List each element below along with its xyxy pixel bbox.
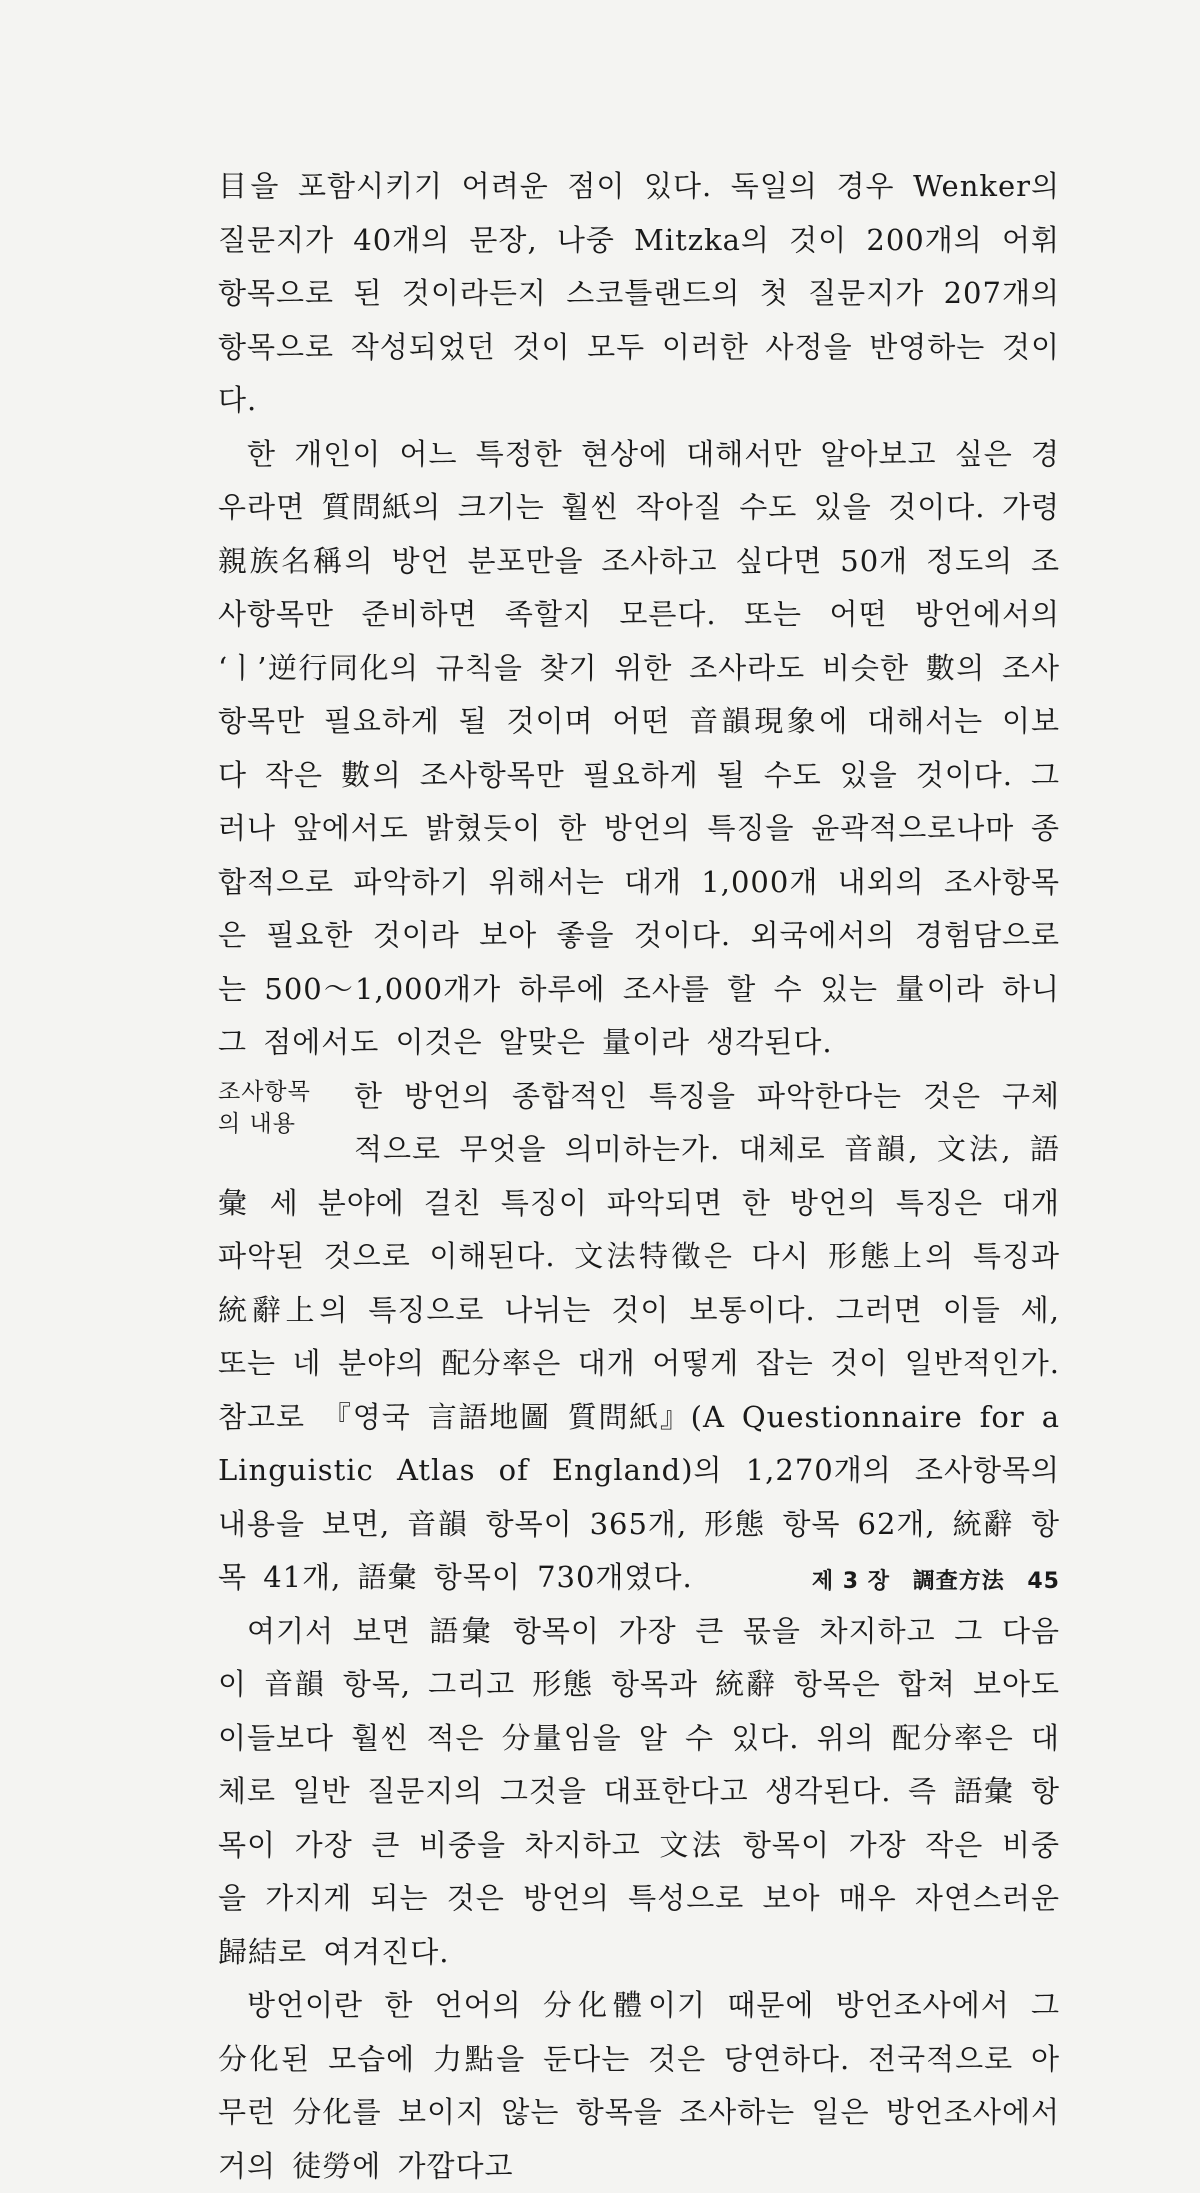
side-heading-line-2: 의 내용	[218, 1110, 296, 1137]
page-number: 45	[1027, 1569, 1060, 1594]
chapter-label: 제 3 장	[811, 1569, 891, 1594]
side-heading	[218, 1076, 336, 1140]
page-footer	[798, 1564, 1060, 1595]
paragraph-4: 여기서 보면 語彙 항목이 가장 큰 몫을 차지하고 그 다음이 音韻 항목, 그리고 形態 항목과 統辭 항목은 합쳐 보아도 이들보다 훨씬 적은 分量임을 알 수 있다. 위의 配分率은 대체로 일반 질문지의 그것을 대표한다고 생각된다. 즉 語彙 항목이 가장 큰 비중을 차지하고 文法 항목이 가장 작은 비중을 가지게 되는 것은 방언의 특성으로 보아 매우 자연스러운 歸結로 여겨진다.	[218, 1613, 1060, 1969]
side-heading-line-1: 조사항목	[218, 1078, 311, 1105]
section-label: 調査方法	[912, 1569, 1005, 1594]
paragraph-5: 방언이란 한 언어의 分化體이기 때문에 방언조사에서 그 分化된 모습에 力點을 둔다는 것은 당연하다. 전국적으로 아무런 分化를 보이지 않는 항목을 조사하는 일은 방언조사에서 거의 徒勞에 가깝다고	[218, 1988, 1060, 2183]
paragraph-3: 한 방언의 종합적인 특징을 파악한다는 것은 구체적으로 무엇을 의미하는가. 대체로 音韻, 文法, 語彙 세 분야에 걸친 특징이 파악되면 한 방언의 특징은 대개 파악된 것으로 이해된다. 文法特徵은 다시 形態上의 특징과 統辭上의 특징으로 나뉘는 것이 보통이다. 그러면 이들 세, 또는 네 분야의 配分率은 대개 어떻게 잡는 것이 일반적인가. 참고로 『영국 言語地圖 質問紙』(A Questionnaire for a Linguistic Atlas of England)의 1,270개의 조사항목의 내용을 보면, 音韻 항목이 365개, 形態 항목 62개, 統辭 항목 41개, 語彙 항목이 730개였다.	[218, 1078, 1060, 1594]
paragraph-2: 한 개인이 어느 특정한 현상에 대해서만 알아보고 싶은 경우라면 質問紙의 크기는 훨씬 작아질 수도 있을 것이다. 가령 親族名稱의 방언 분포만을 조사하고 싶다면 50개 정도의 조사항목만 준비하면 족할지 모른다. 또는 어떤 방언에서의 ‘ㅣ’逆行同化의 규칙을 찾기 위한 조사라도 비슷한 數의 조사항목만 필요하게 될 것이며 어떤 音韻現象에 대해서는 이보다 작은 數의 조사항목만 필요하게 될 수도 있을 것이다. 그러나 앞에서도 밝혔듯이 한 방언의 특징을 윤곽적으로나마 종합적으로 파악하기 위해서는 대개 1,000개 내외의 조사항목은 필요한 것이라 보아 좋을 것이다. 외국에서의 경험담으로는 500～1,000개가 하루에 조사를 할 수 있는 量이라 하니 그 점에서도 이것은 알맞은 量이라 생각된다.	[218, 436, 1060, 1059]
body-text	[218, 160, 1060, 2193]
paragraph-3-block	[218, 1070, 1060, 1605]
paragraph-1: 目을 포함시키기 어려운 점이 있다. 독일의 경우 Wenker의 질문지가 40개의 문장, 나중 Mitzka의 것이 200개의 어휘 항목으로 된 것이라든지 스코틀랜드의 첫 질문지가 207개의 항목으로 작성되었던 것이 모두 이러한 사정을 반영하는 것이다.	[218, 169, 1060, 417]
